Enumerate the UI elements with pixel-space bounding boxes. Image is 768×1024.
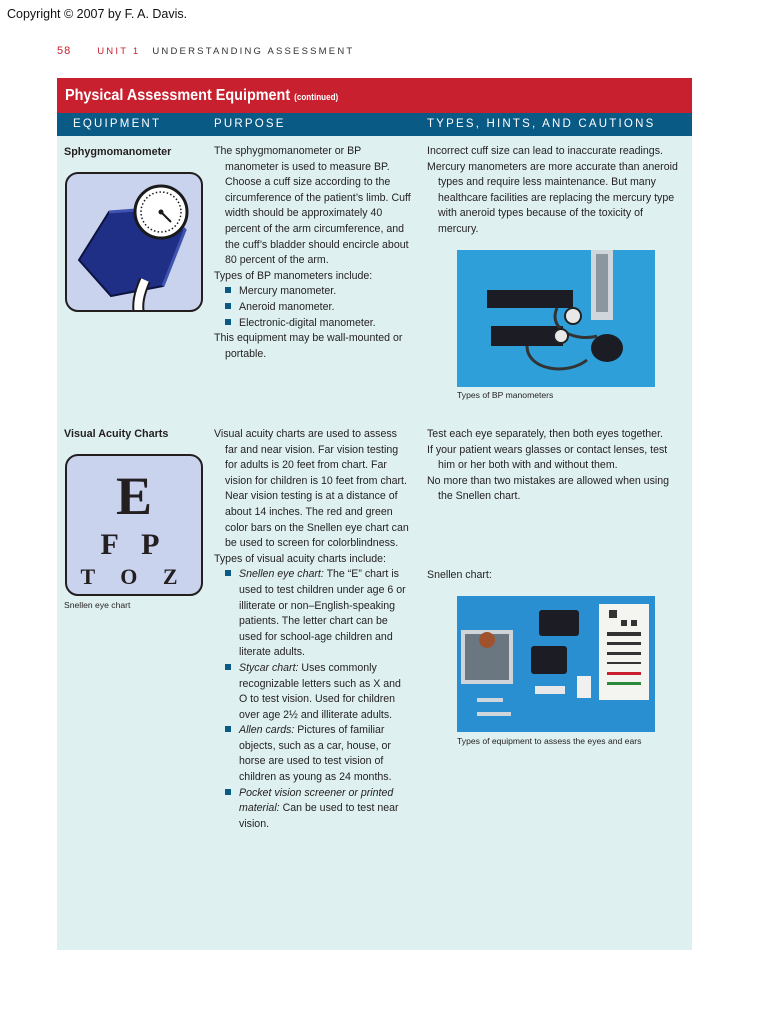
section-label: UNDERSTANDING ASSESSMENT bbox=[152, 46, 355, 57]
visual-acuity-purpose: Visual acuity charts are used to assess far and near vision. Far vision testing for adults is 20 feet from chart. Far vision for children is 10 feet from chart. Near vision testing is at a distance of about 14 inches. The red and green color bars on the Snellen eye chart can be used to screen for colorblindness. Types of visual acuity charts include: Snellen eye chart: The “E” chart is used to test children under age 6 or illiterate or non–English-speaking patients. The letter chart can be used for school-age children and literate adults. Stycar chart: Uses commonly recognizable letters such as X and O to test vision. Used for children over age 2½ and illiterate adults. Allen cards: Pictures of familiar objects, such as a car, house, or horse are used to test vision of children as young as 24 months. Pocket vision screener or printed material: Can be used to test near vision. bbox=[214, 428, 409, 830]
column-header-bar bbox=[57, 113, 692, 136]
sphygmomanometer-purpose: The sphygmomanometer or BP manometer is used to measure BP. Choose a cuff size according to the circumference of the patient’s limb. Cuff width should be approximately 40 percent of the arm circumference, and the cuff’s bladder should encircle about 80 percent of the arm. Types of BP manometers include: Mercury manometer. Aneroid manometer. Electronic-digital manometer. This equipment may be wall-mounted or portable. bbox=[214, 145, 411, 360]
snellen-chart-label: Snellen chart: bbox=[427, 569, 492, 581]
snellen-chart-icon bbox=[65, 454, 203, 596]
equipment-table-panel bbox=[57, 78, 692, 950]
equipment-name-visual-acuity-charts: Visual Acuity Charts bbox=[64, 428, 169, 440]
bp-manometers-photo bbox=[457, 250, 655, 387]
column-header-equipment: EQUIPMENT bbox=[73, 118, 162, 130]
table-title: Physical Assessment Equipment (continued) bbox=[65, 87, 339, 104]
sphygmomanometer-hints: Incorrect cuff size can lead to inaccurate readings. Mercury manometers are more accurate than aneroid types and require less maintenance. But many healthcare facilities are replacing the mercury type with aneroid types because of the toxicity of mercury. bbox=[427, 145, 678, 235]
sphygmomanometer-icon bbox=[65, 172, 203, 312]
column-header-purpose: PURPOSE bbox=[214, 118, 286, 130]
chart-letters-toz: T O Z bbox=[80, 564, 188, 589]
eye-ear-equipment-caption: Types of equipment to assess the eyes and ears bbox=[457, 736, 642, 746]
eye-ear-equipment-photo bbox=[457, 596, 655, 732]
snellen-icon-caption: Snellen eye chart bbox=[64, 600, 131, 610]
table-title-suffix: (continued) bbox=[294, 92, 339, 102]
chart-letter-e: E bbox=[115, 466, 153, 526]
copyright-notice: Copyright © 2007 by F. A. Davis. bbox=[7, 7, 188, 21]
table-title-bar bbox=[57, 78, 692, 113]
running-head bbox=[57, 45, 354, 57]
unit-label: UNIT 1 bbox=[97, 46, 141, 57]
visual-acuity-hints: Test each eye separately, then both eyes together. If your patient wears glasses or contact lenses, test him or her both with and without them. No more than two mistakes are allowed when using the Snellen chart. bbox=[427, 428, 670, 503]
page-number: 58 bbox=[57, 45, 72, 57]
column-header-types: TYPES, HINTS, AND CAUTIONS bbox=[427, 118, 656, 130]
bp-manometers-caption: Types of BP manometers bbox=[457, 390, 554, 400]
equipment-name-sphygmomanometer: Sphygmomanometer bbox=[64, 146, 172, 158]
chart-letters-fp: F P bbox=[100, 528, 168, 561]
